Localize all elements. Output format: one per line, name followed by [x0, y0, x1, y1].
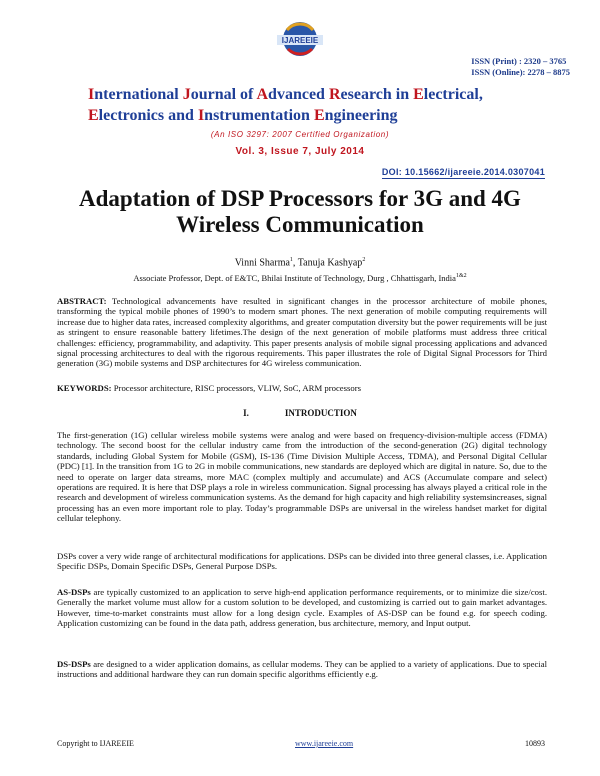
journal-line-2: Electronics and Instrumentation Engineering: [88, 107, 398, 124]
keywords-text: Processor architecture, RISC processors, VLIW, SoC, ARM processors: [111, 383, 362, 393]
abstract: [57, 296, 547, 369]
intro-paragraph-2: DSPs cover a very wide range of architectural modifications for applications. DSPs can be divided into three general classes, i.e. Application Specific DSPs, Domain Specific DSPs, General Purpose DSPs.: [57, 551, 547, 572]
footer-website-link[interactable]: www.ijareeie.com: [295, 739, 354, 748]
journal-logo: [266, 18, 334, 64]
author-1: Vinni Sharma: [234, 257, 290, 269]
author-2: Tanuja Kashyap: [297, 257, 363, 269]
volume-issue: Vol. 3, Issue 7, July 2014: [235, 146, 365, 157]
footer-page-number: 10893: [525, 739, 545, 748]
journal-line-1: International Journal of Advanced Research in Electrical,: [88, 86, 483, 103]
journal-name: [88, 84, 518, 126]
paper-title: Adaptation of DSP Processors for 3G and 4G Wireless Communication: [79, 186, 521, 237]
issn-print: ISSN (Print) : 2320 – 3765: [471, 56, 567, 66]
abstract-label: ABSTRACT:: [57, 296, 107, 306]
author-line: Vinni Sharma$^1$, Tanuja Kashyap$^2$: [234, 257, 366, 269]
intro-paragraph-1: The first-generation (1G) cellular wireless mobile systems were analog and were based on frequency-division-multiple access (FDMA) technology. The second boost for the cellular industry came from the introduction of the second-generation (2G) digital technology standards, including Global System for Mobile (GSM), IS-136 (Time Division Multiple Access, TDMA), and Personal Digital Cellular (PDC) [1]. In the transition from 1G to 2G in mobile communications, new standards are deployed which are digital in nature. So, due to the need to operate on larger data streams, more MAC (complex multiply and accumulate) and ACS (Accumulate compare and select) operations are required. It is here that DSP plays a role in wireless communication. Signal processing has always played a critical role in the research and development of wireless communication systems. As the demand for high capacity and high reliability systemsincreases, signal processing has an even more important role to play. Today’s programmable DSPs are universal in the wireless handset market for digital cellular telephony.: [57, 430, 547, 524]
logo-text: IJAREEIE: [281, 36, 319, 45]
doi-link[interactable]: DOI: 10.15662/ijareeie.2014.0307041: [381, 167, 545, 177]
issn-online: ISSN (Online): 2278 – 8875: [471, 67, 570, 77]
as-dsp-paragraph: AS-DSPs are typically customized to an application to serve high-end application performance requirements, or to minimize die size/cost. Generally the market volume must allow for a custom solution to be developed, and customizing is carried out to gain market advantages. However, time-to-market constraints must allow for a long design cycle. Examples of AS-DSP can be found e.g. for speech coding. Application customizing can be found in the data path, address generation, bus architecture, memory, and Input output.: [57, 587, 547, 629]
issn-block: [471, 56, 570, 78]
certification-note: (An ISO 3297: 2007 Certified Organization): [210, 130, 390, 139]
abstract-text: Technological advancements have resulted in significant changes in the processor architecture of mobile phones, transforming the typical mobile phones of 1990’s to modern smart phones. The next generation of mobile computing requirements will increase due to higher data rates, increased complexity algorithms, and greater computation diversity but the power requirements will be just as stringent to ensure reasonable battery lifetimes.The design of the next generation of mobile platforms must address three critical challenges: efficiency, programmability, and adaptivity. This paper presents analysis of mobile signal processing applications and advanced signal processing architectures to deal with the rigorous requirements. This paper illustrates the role of Digital Signal Processors for Third generation (3G) mobile systems and DSP architectures for 4G wireless communication.: [57, 296, 547, 369]
keywords-label: KEYWORDS:: [57, 383, 112, 393]
section-heading: I. INTRODUCTION: [243, 408, 357, 418]
footer-copyright: Copyright to IJAREEIE: [57, 739, 134, 748]
keywords: [57, 383, 547, 393]
affiliation: Associate Professor, Dept. of E&TC, Bhilai Institute of Technology, Durg , Chhattisgarh, India$^{1\&2}$: [133, 273, 467, 283]
ds-dsp-paragraph: DS-DSPs are designed to a wider application domains, as cellular modems. They can be applied to a variety of applications. Due to special instructions and additional hardware they can run domain specific algorithms efficiently e.g.: [57, 659, 547, 680]
